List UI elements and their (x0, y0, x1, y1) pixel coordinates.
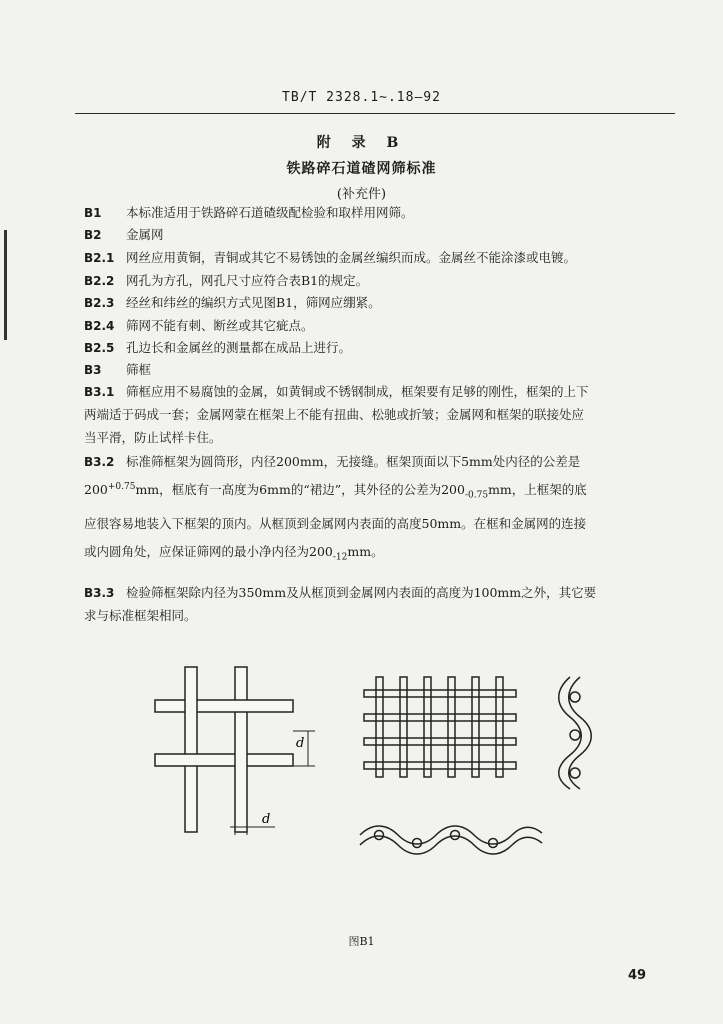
appendix-subtitle: (补充件) (336, 187, 387, 202)
section-b3-1-line2: 两端适于码成一套；金属网蒙在框架上不能有扭曲、松驰或折皱；金属网和框架的联接处应 (84, 407, 585, 422)
section-b2-4 (84, 316, 314, 334)
header-rule (75, 113, 675, 114)
paragraph-text: mm。 (347, 544, 384, 559)
section-number: B3.3 (84, 586, 115, 600)
section-b3-2-line3: 应很容易地装入下框架的顶内。从框顶到金属网内表面的高度50mm。在框和金属网的连接 (84, 516, 587, 531)
mesh-detail-drawing (155, 667, 293, 832)
section-text: 经丝和纬丝的编织方式见图B1，筛网应绷紧。 (126, 295, 381, 310)
weft-wire (155, 700, 293, 712)
paragraph-text: mm，上框架的底 (488, 482, 587, 497)
tolerance: -12 (332, 552, 348, 563)
weft-wire (155, 754, 293, 766)
paragraph-text: 检验筛框架除内径为350mm及从框顶到金属网内表面的高度为100mm之外，其它要 (126, 585, 597, 600)
section-b3-2-line4 (84, 542, 680, 563)
section-b3-1-line1 (84, 382, 680, 400)
section-number: B3 (84, 363, 102, 377)
section-b3-2-line2 (84, 480, 680, 501)
section-b2-5 (84, 338, 351, 356)
section-b3-3-line2: 求与标准框架相同。 (84, 608, 197, 623)
section-number: B2.1 (84, 251, 115, 265)
section-number: B2.3 (84, 296, 115, 310)
section-b2-3 (84, 293, 381, 311)
section-number: B3.2 (84, 455, 115, 469)
section-b2 (84, 225, 164, 243)
section-text: 本标准适用于铁路碎石道碴级配检验和取样用网筛。 (126, 205, 414, 220)
section-number: B2 (84, 228, 102, 242)
section-b1 (84, 203, 414, 221)
warp-wire (235, 667, 247, 832)
figure-caption: 图B1 (348, 935, 375, 948)
page-number: 49 (628, 968, 647, 983)
section-b2-2 (84, 271, 368, 289)
section-b3-2-line1 (84, 452, 680, 470)
section-b3-3-line1 (84, 583, 680, 601)
dimension-label-d: d (262, 812, 271, 827)
paragraph-text: 或内圆角处，应保证筛网的最小净内径为200 (84, 544, 333, 559)
figure-b1-weave-diagram (150, 655, 600, 895)
appendix-label: 附 录 B (316, 135, 407, 151)
paragraph-text: mm，框底有一高度为6mm的“裙边”，其外径的公差为200 (135, 482, 465, 497)
section-b3 (84, 360, 151, 378)
section-number: B1 (84, 206, 102, 220)
section-number: B2.2 (84, 274, 115, 288)
paragraph-text: 标准筛框架为圆筒形，内径200mm，无接缝。框架顶面以下5mm处内径的公差是 (126, 454, 581, 469)
appendix-title: 铁路碎石道碴网筛标准 (286, 161, 437, 177)
vertical-section-drawing (559, 677, 592, 789)
section-text: 网孔为方孔，网孔尺寸应符合表B1的规定。 (126, 273, 369, 288)
warp-wire (185, 667, 197, 832)
scan-edge-mark (4, 230, 7, 340)
section-text: 金属网 (126, 227, 164, 242)
section-b3-1-line3: 当平滑，防止试样卡住。 (84, 430, 222, 445)
dimension-label-d: d (296, 736, 305, 751)
section-number: B2.5 (84, 341, 115, 355)
section-text: 筛框 (126, 362, 152, 377)
section-number: B3.1 (84, 385, 115, 399)
tolerance: +0.75 (107, 481, 136, 492)
tolerance: -0.75 (464, 490, 489, 501)
section-number: B2.4 (84, 319, 115, 333)
paragraph-text: 筛框应用不易腐蚀的金属，如黄铜或不锈钢制成，框架要有足够的刚性，框架的上下 (126, 384, 589, 399)
dimension-value: 200 (84, 482, 108, 497)
section-text: 筛网不能有刺、断丝或其它疵点。 (126, 318, 314, 333)
section-b2-1 (84, 248, 576, 266)
mesh-grid-drawing (364, 677, 516, 777)
horizontal-section-drawing (360, 826, 542, 854)
section-text: 孔边长和金属丝的测量都在成品上进行。 (126, 340, 352, 355)
standard-code: TB/T 2328.1~.18—92 (282, 90, 441, 105)
section-text: 网丝应用黄铜，青铜或其它不易锈蚀的金属丝编织而成。金属丝不能涂漆或电镀。 (126, 250, 577, 265)
